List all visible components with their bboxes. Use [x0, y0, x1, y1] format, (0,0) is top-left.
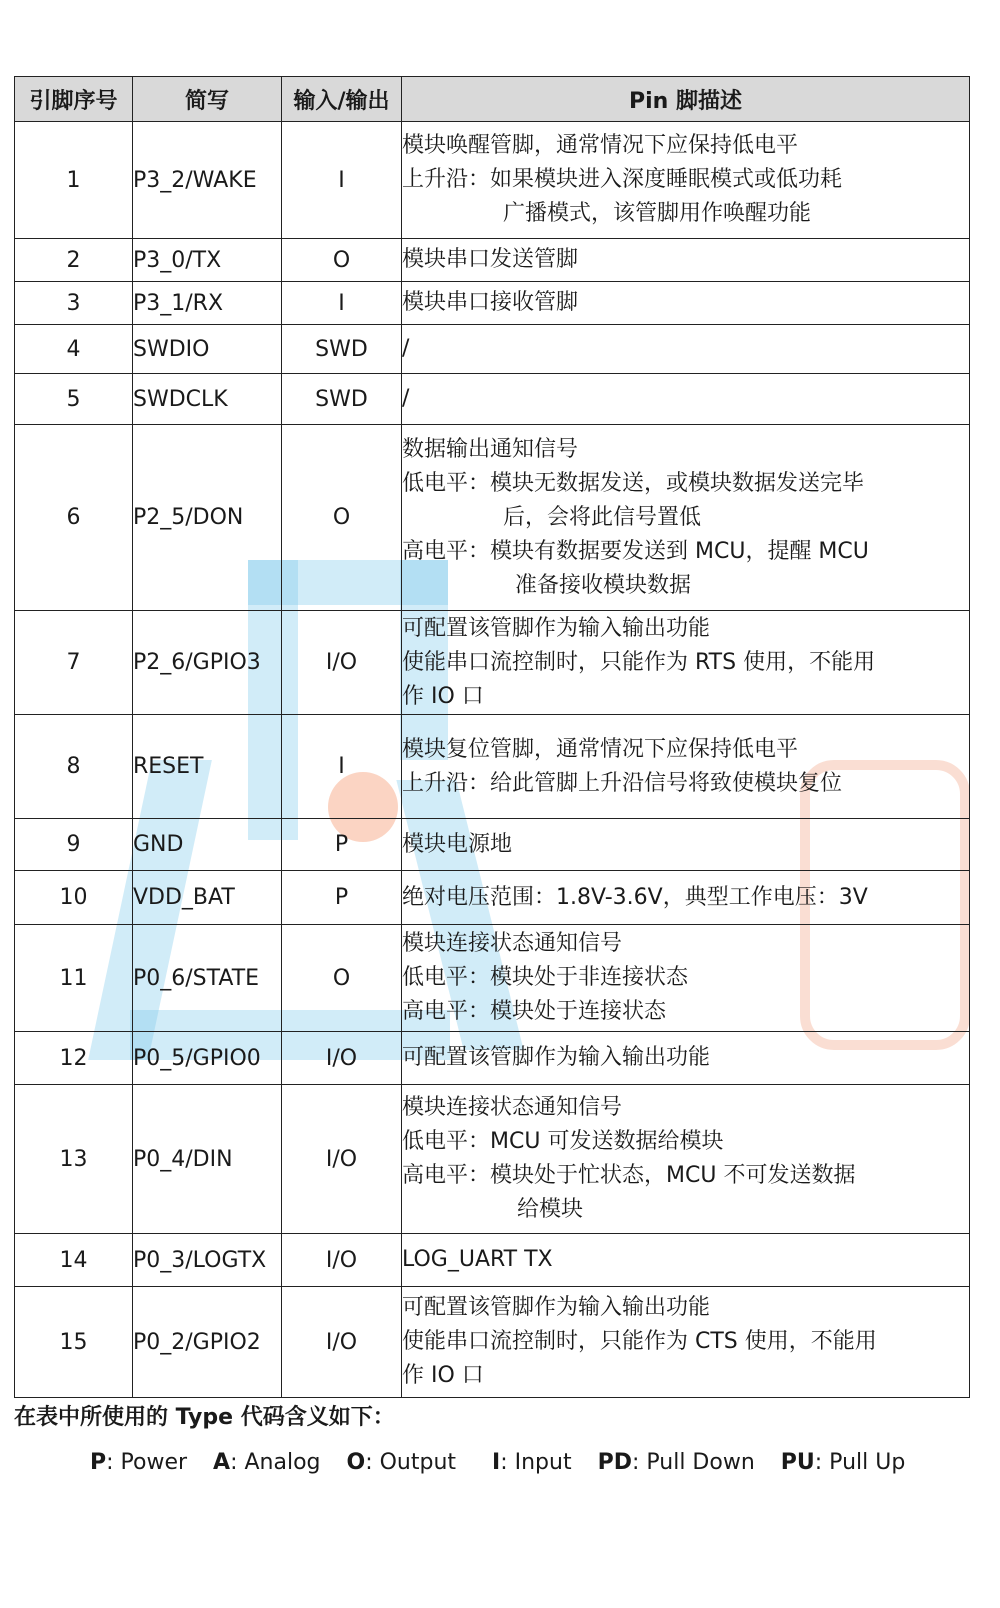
description-line: 上升沿：给此管脚上升沿信号将致使模块复位 — [402, 770, 843, 796]
description-line: 模块串口接收管脚 — [402, 290, 579, 315]
description-line: 模块复位管脚，通常情况下应保持低电平 — [402, 736, 799, 762]
table-header-row — [15, 77, 970, 122]
table-row — [15, 871, 970, 925]
pin-io-type: I — [282, 122, 402, 239]
legend-text: : Input — [500, 1450, 572, 1475]
table-row — [15, 1287, 970, 1398]
pin-description — [402, 325, 970, 374]
table-row — [15, 1032, 970, 1085]
description-line: 给模块 — [517, 1197, 584, 1222]
description-line: 数据输出通知信号 — [402, 436, 579, 462]
pin-io-type: O — [282, 239, 402, 282]
legend — [90, 1450, 931, 1475]
description-line: 上升沿：如果模块进入深度睡眠模式或低功耗 — [402, 167, 843, 192]
description-line: 使能串口流控制时，只能作为 CTS 使用，不能用 — [402, 1329, 877, 1354]
pin-description — [402, 871, 970, 925]
pin-io-type: SWD — [282, 374, 402, 425]
pin-number: 8 — [15, 715, 133, 819]
legend-text: : Power — [106, 1450, 188, 1475]
table-row — [15, 122, 970, 239]
description-line: / — [402, 336, 410, 361]
pin-number: 7 — [15, 611, 133, 715]
legend-item-pull-down — [598, 1450, 755, 1475]
pin-abbreviation: RESET — [133, 715, 282, 819]
table-row — [15, 925, 970, 1032]
legend-text: : Pull Down — [631, 1450, 755, 1475]
table-row — [15, 715, 970, 819]
pin-description — [402, 282, 970, 325]
description-line: 广播模式，该管脚用作唤醒功能 — [503, 201, 812, 226]
pin-number: 5 — [15, 374, 133, 425]
pin-abbreviation: SWDIO — [133, 325, 282, 374]
description-line: / — [402, 386, 410, 411]
description-line: 可配置该管脚作为输入输出功能 — [402, 1045, 711, 1070]
table-row — [15, 374, 970, 425]
description-line: 模块连接状态通知信号 — [402, 931, 623, 956]
pin-abbreviation: P3_1/RX — [133, 282, 282, 325]
pin-io-type: P — [282, 819, 402, 871]
table-row — [15, 239, 970, 282]
pin-io-type: P — [282, 871, 402, 925]
description-line: 模块电源地 — [402, 831, 513, 857]
pin-abbreviation: GND — [133, 819, 282, 871]
description-line: 作 IO 口 — [402, 683, 484, 709]
description-line: 作 IO 口 — [402, 1363, 484, 1388]
pin-number: 12 — [15, 1032, 133, 1085]
pin-abbreviation: P2_5/DON — [133, 425, 282, 611]
pin-number: 14 — [15, 1234, 133, 1287]
header-io: 输入/输出 — [282, 77, 402, 122]
header-abbreviation: 简写 — [133, 77, 282, 122]
pin-abbreviation: P0_5/GPIO0 — [133, 1032, 282, 1085]
pin-description — [402, 374, 970, 425]
legend-code: PD — [597, 1450, 632, 1475]
description-line: 绝对电压范围：1.8V-3.6V，典型工作电压：3V — [402, 884, 868, 910]
legend-text: : Output — [365, 1450, 457, 1475]
pin-abbreviation: SWDCLK — [133, 374, 282, 425]
pin-io-type: I/O — [282, 1287, 402, 1398]
pin-description — [402, 1085, 970, 1234]
header-description: Pin 脚描述 — [402, 77, 970, 122]
legend-code: A — [213, 1450, 231, 1475]
pin-io-type: I — [282, 715, 402, 819]
legend-text: : Pull Up — [814, 1450, 906, 1475]
table-row — [15, 611, 970, 715]
description-line: 模块唤醒管脚，通常情况下应保持低电平 — [402, 133, 799, 158]
pin-abbreviation: P0_6/STATE — [133, 925, 282, 1032]
description-line: 低电平：模块无数据发送，或模块数据发送完毕 — [402, 470, 865, 496]
description-line: 后，会将此信号置低 — [503, 504, 702, 530]
legend-code: PU — [780, 1450, 815, 1475]
pin-io-type: SWD — [282, 325, 402, 374]
table-row — [15, 1234, 970, 1287]
legend-item-power — [90, 1450, 187, 1475]
legend-code: P — [90, 1450, 107, 1475]
description-line: 低电平：模块处于非连接状态 — [402, 965, 689, 990]
description-line: 模块串口发送管脚 — [402, 247, 579, 272]
table-row — [15, 819, 970, 871]
pin-description — [402, 611, 970, 715]
description-line: 低电平：MCU 可发送数据给模块 — [402, 1129, 724, 1154]
pin-io-type: I/O — [282, 1234, 402, 1287]
legend-code: I — [492, 1450, 501, 1475]
pin-description — [402, 1234, 970, 1287]
legend-item-input — [492, 1450, 572, 1475]
table-row — [15, 425, 970, 611]
pin-number: 1 — [15, 122, 133, 239]
pin-io-type: O — [282, 425, 402, 611]
pin-io-type: O — [282, 925, 402, 1032]
legend-item-output — [347, 1450, 457, 1475]
table-row — [15, 282, 970, 325]
pin-description — [402, 239, 970, 282]
table-row — [15, 325, 970, 374]
pin-io-type: I/O — [282, 611, 402, 715]
legend-text: : Analog — [230, 1450, 321, 1475]
pin-description — [402, 122, 970, 239]
pin-number: 11 — [15, 925, 133, 1032]
pin-number: 6 — [15, 425, 133, 611]
pin-number: 9 — [15, 819, 133, 871]
pin-abbreviation: P3_0/TX — [133, 239, 282, 282]
description-line: 可配置该管脚作为输入输出功能 — [402, 615, 711, 641]
pin-abbreviation: VDD_BAT — [133, 871, 282, 925]
pin-abbreviation: P0_4/DIN — [133, 1085, 282, 1234]
description-line: 准备接收模块数据 — [515, 572, 692, 598]
pin-io-type: I — [282, 282, 402, 325]
legend-item-pull-up — [781, 1450, 906, 1475]
pin-number: 4 — [15, 325, 133, 374]
pin-number: 2 — [15, 239, 133, 282]
pin-abbreviation: P2_6/GPIO3 — [133, 611, 282, 715]
pin-abbreviation: P3_2/WAKE — [133, 122, 282, 239]
description-line: 高电平：模块有数据要发送到 MCU，提醒 MCU — [402, 538, 869, 564]
table-row — [15, 1085, 970, 1234]
pin-description — [402, 1032, 970, 1085]
pin-description — [402, 425, 970, 611]
description-line: 可配置该管脚作为输入输出功能 — [402, 1295, 711, 1320]
pin-table — [14, 76, 970, 1398]
pin-abbreviation: P0_2/GPIO2 — [133, 1287, 282, 1398]
pin-io-type: I/O — [282, 1085, 402, 1234]
pin-number: 3 — [15, 282, 133, 325]
legend-item-analog — [213, 1450, 320, 1475]
pin-number: 15 — [15, 1287, 133, 1398]
pin-number: 10 — [15, 871, 133, 925]
legend-title: 在表中所使用的 Type 代码含义如下： — [14, 1405, 395, 1430]
description-line: 高电平：模块处于忙状态，MCU 不可发送数据 — [402, 1163, 856, 1188]
pin-number: 13 — [15, 1085, 133, 1234]
pin-description — [402, 925, 970, 1032]
pin-description — [402, 819, 970, 871]
pin-io-type: I/O — [282, 1032, 402, 1085]
description-line: 使能串口流控制时，只能作为 RTS 使用，不能用 — [402, 649, 876, 675]
legend-code: O — [346, 1450, 366, 1475]
description-line: 高电平：模块处于连接状态 — [402, 999, 667, 1024]
description-line: LOG_UART TX — [402, 1247, 553, 1272]
header-pin-number: 引脚序号 — [15, 77, 133, 122]
pin-abbreviation: P0_3/LOGTX — [133, 1234, 282, 1287]
pin-description — [402, 1287, 970, 1398]
pin-description — [402, 715, 970, 819]
description-line: 模块连接状态通知信号 — [402, 1095, 623, 1120]
